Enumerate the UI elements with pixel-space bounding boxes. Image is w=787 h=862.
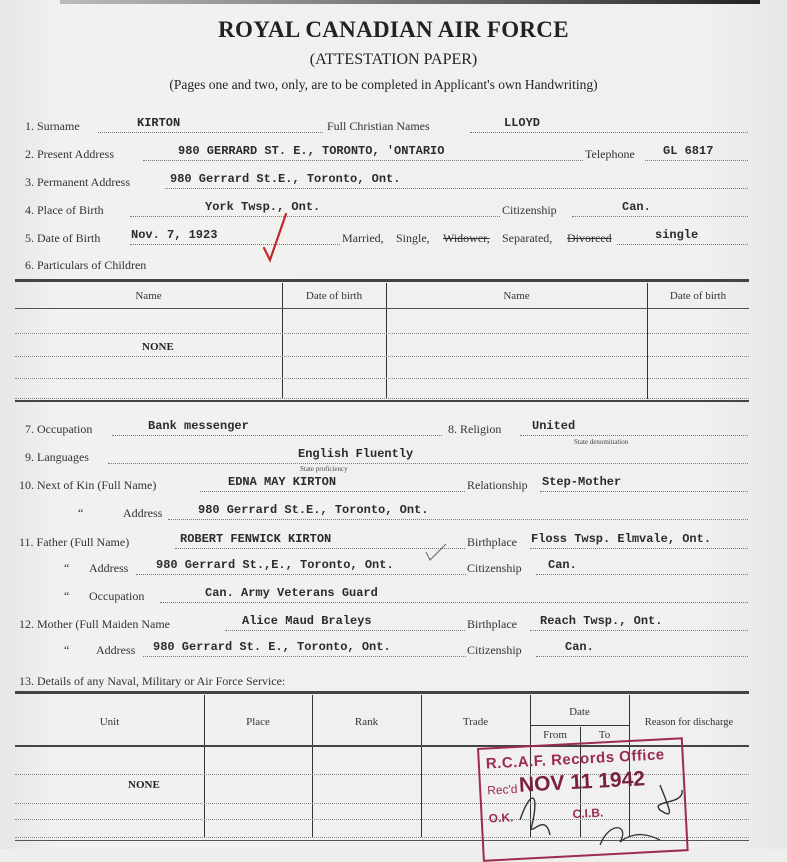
languages-hint: State proficiency [300,465,348,473]
dotted-line [136,574,466,575]
present-address-value[interactable]: 980 GERRARD ST. E., TORONTO, 'ONTARIO [178,144,445,158]
table-row [15,378,749,379]
mother-address-label: Address [96,643,136,657]
mother-citizenship-value[interactable]: Can. [565,640,594,654]
children-header-dob: Date of birth [305,290,363,302]
row-languages [0,447,787,468]
dotted-line [530,630,748,631]
surname-label: 1. Surname [25,119,80,133]
christian-names-label: Full Christian Names [327,119,430,133]
dotted-line [130,216,500,217]
row-father [0,532,787,553]
row-place-of-birth [0,200,787,221]
children-header-dob-2: Date of birth [669,290,727,302]
stamp-office: R.C.A.F. Records Office [485,746,666,773]
father-birthplace-label: Birthplace [467,535,517,549]
dotted-line [530,548,748,549]
red-checkmark-icon [262,212,288,264]
occupation-label: 7. Occupation [25,422,93,436]
dotted-line [143,656,466,657]
languages-value[interactable]: English Fluently [298,447,414,461]
permanent-address-value[interactable]: 980 Gerrard St.E., Toronto, Ont. [170,172,401,186]
dotted-line [536,656,748,657]
service-header-to: To [598,729,611,741]
father-address-label: Address [89,561,129,575]
service-label: 13. Details of any Naval, Military or Air Force Service: [19,674,286,688]
service-entry[interactable]: NONE [128,779,160,791]
table-row [15,356,749,357]
table-row [15,333,749,334]
occupation-value[interactable]: Bank messenger [148,419,249,433]
marital-single: Single, [396,231,430,245]
dotted-line [572,216,748,217]
place-of-birth-label: 4. Place of Birth [25,203,104,217]
religion-value[interactable]: United [532,419,576,433]
row-mother [0,614,787,635]
ditto-mark: “ [64,561,70,575]
mother-birthplace-label: Birthplace [467,617,517,631]
languages-label: 9. Languages [25,450,89,464]
dotted-line [160,602,748,603]
kin-address-value[interactable]: 980 Gerrard St.E., Toronto, Ont. [198,503,429,517]
kin-address-label: Address [123,506,163,520]
relationship-value[interactable]: Step-Mother [542,475,622,489]
stamp-received-label: Rec'd [486,781,518,798]
father-address-value[interactable]: 980 Gerrard St.,E., Toronto, Ont. [156,558,394,572]
date-of-birth-label: 5. Date of Birth [25,231,101,245]
father-citizenship-value[interactable]: Can. [548,558,577,572]
row-kin-address [0,503,787,524]
instructions-note: (Pages one and two, only, are to be completed in Applicant's own Handwriting) [169,77,598,92]
service-header-place: Place [246,716,270,728]
row-children [0,258,787,276]
dotted-line [520,435,748,436]
religion-label: 8. Religion [448,422,502,436]
table-top-rule [15,691,749,694]
page-top-edge [60,0,760,4]
header-rule [15,308,749,309]
dotted-line [536,574,748,575]
table-row [15,398,749,399]
dotted-line [98,132,323,133]
dotted-line [165,188,748,189]
relationship-label: Relationship [467,478,528,492]
stamp-ok-label: O.K. [488,810,514,826]
surname-value[interactable]: KIRTON [137,116,181,130]
mother-citizenship-label: Citizenship [467,643,522,657]
dotted-line [112,435,442,436]
service-header-reason: Reason for discharge [644,717,734,728]
ditto-mark: “ [64,643,70,657]
checkmark-icon [424,542,448,562]
dotted-line [200,491,465,492]
dotted-line [617,244,748,245]
mother-label: 12. Mother (Full Maiden Name [19,617,170,631]
service-header-from: From [543,729,567,741]
telephone-label: Telephone [585,147,635,161]
service-header-rank: Rank [354,716,379,728]
date-subheader-rule [530,725,629,726]
row-present-address [0,144,787,165]
marital-status-value[interactable]: single [655,228,699,242]
marital-widower: Widower, [443,231,490,245]
table-bottom-rule [15,400,749,402]
ditto-mark: “ [64,589,70,603]
children-header-name-2: Name [503,290,530,302]
father-citizenship-label: Citizenship [467,561,522,575]
father-birthplace-value[interactable]: Floss Twsp. Elmvale, Ont. [531,532,712,546]
dotted-line [143,160,583,161]
place-of-birth-value[interactable]: York Twsp., Ont. [205,200,321,214]
stamp-date: NOV 11 1942 [518,767,646,797]
father-occupation-label: Occupation [89,589,145,603]
present-address-label: 2. Present Address [25,147,114,161]
dotted-line [130,244,340,245]
dotted-line [108,463,748,464]
stamp-cib-label: C.I.B. [572,805,604,822]
citizenship-label: Citizenship [502,203,557,217]
row-surname [0,116,787,137]
telephone-value[interactable]: GL 6817 [663,144,714,158]
row-father-address [0,558,787,579]
date-of-birth-value[interactable]: Nov. 7, 1923 [131,228,218,242]
signature-scribbles-icon [510,780,710,849]
dotted-line [168,519,748,520]
marital-married: Married, [342,231,384,245]
document-subtitle: (ATTESTATION PAPER) [309,51,478,68]
next-of-kin-value[interactable]: EDNA MAY KIRTON [228,475,337,489]
children-header-name: Name [135,290,162,302]
christian-names-value[interactable]: LLOYD [504,116,541,130]
service-header-trade: Trade [462,716,489,728]
row-service [0,674,787,692]
row-date-of-birth [0,228,787,249]
row-father-occupation [0,586,787,607]
father-occupation-value[interactable]: Can. Army Veterans Guard [205,586,378,600]
row-permanent-address [0,172,787,193]
dotted-line [175,548,465,549]
mother-address-value[interactable]: 980 Gerrard St. E., Toronto, Ont. [153,640,391,654]
marital-divorced: Divorced [567,231,612,245]
marital-separated: Separated, [502,231,553,245]
row-occupation [0,419,787,440]
ditto-mark: “ [78,506,84,520]
citizenship-value[interactable]: Can. [622,200,651,214]
row-mother-address [0,640,787,661]
dotted-line [470,132,748,133]
row-next-of-kin [0,475,787,496]
dotted-line [225,630,465,631]
document-title: ROYAL CANADIAN AIR FORCE [218,17,569,42]
children-label: 6. Particulars of Children [25,258,147,272]
children-entry[interactable]: NONE [142,341,174,353]
dotted-line [645,160,748,161]
table-top-rule [15,279,749,282]
father-value[interactable]: ROBERT FENWICK KIRTON [180,532,332,546]
next-of-kin-label: 10. Next of Kin (Full Name) [19,478,157,492]
service-header-date: Date [569,706,590,718]
religion-hint: State denomination [574,438,629,446]
mother-birthplace-value[interactable]: Reach Twsp., Ont. [540,614,663,628]
mother-value[interactable]: Alice Maud Braleys [242,614,372,628]
permanent-address-label: 3. Permanent Address [25,175,130,189]
dotted-line [540,491,748,492]
father-label: 11. Father (Full Name) [19,535,130,549]
service-header-unit: Unit [99,716,120,728]
